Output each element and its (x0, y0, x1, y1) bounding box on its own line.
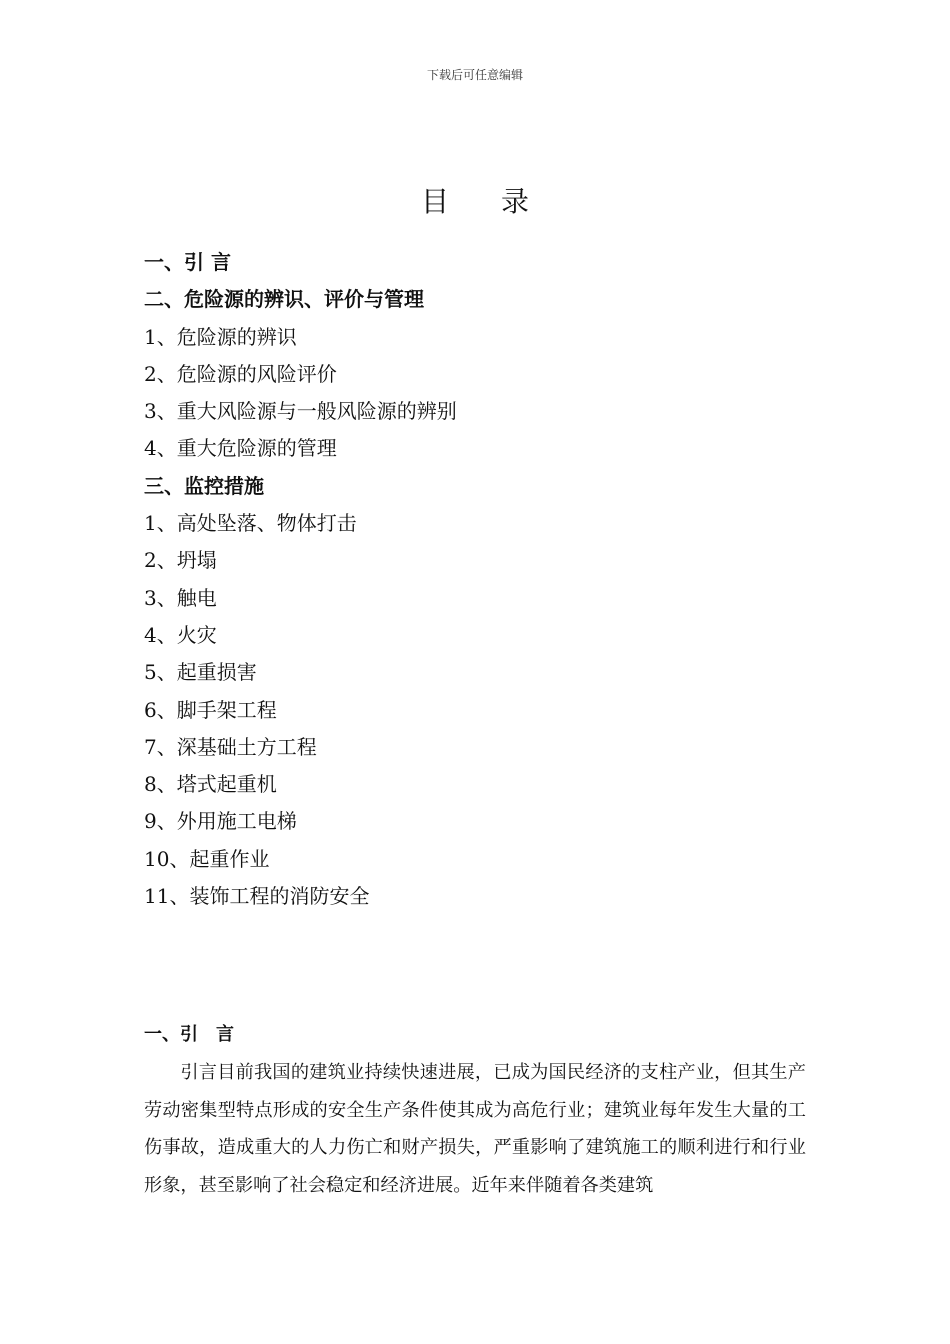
toc-item: 1、危险源的辨识 (144, 324, 297, 349)
toc-item: 7、深基础土方工程 (144, 734, 317, 759)
section-heading: 一、引 言 (144, 1024, 234, 1045)
toc-item: 三、监控措施 (144, 473, 264, 498)
toc-item: 2、危险源的风险评价 (144, 361, 337, 386)
toc-item: 11、装饰工程的消防安全 (144, 884, 370, 909)
toc-item: 3、触电 (144, 585, 217, 610)
toc-item: 2、坍塌 (144, 548, 217, 573)
toc-item: 3、重大风险源与一般风险源的辨别 (144, 399, 457, 424)
toc-item: 1、高处坠落、物体打击 (144, 511, 357, 536)
toc-item: 4、火灾 (144, 622, 217, 647)
toc-item: 9、外用施工电梯 (144, 809, 297, 834)
toc-item: 10、起重作业 (144, 846, 270, 871)
intro-section (144, 1020, 806, 1204)
toc-title: 目录 (420, 185, 581, 218)
table-of-contents (144, 244, 824, 915)
toc-item: 一、引 言 (144, 250, 231, 274)
toc-item: 8、塔式起重机 (144, 772, 277, 797)
toc-item: 5、起重损害 (144, 660, 257, 685)
toc-item: 4、重大危险源的管理 (144, 436, 337, 461)
section-body-text: 引言目前我国的建筑业持续快速进展，已成为国民经济的支柱产业，但其生产劳动密集型特点形成的安全生产条件使其成为高危行业；建筑业每年发生大量的工伤事故，造成重大的人力伤亡和财产损失，严重影响了建筑施工的顺利进行和行业形象，甚至影响了社会稳定和经济进展。近年来伴随着各类建筑 (144, 1062, 806, 1196)
toc-item: 6、脚手架工程 (144, 697, 277, 722)
toc-item: 二、危险源的辨识、评价与管理 (144, 287, 424, 312)
page-header-note: 下载后可任意编辑 (426, 68, 523, 82)
